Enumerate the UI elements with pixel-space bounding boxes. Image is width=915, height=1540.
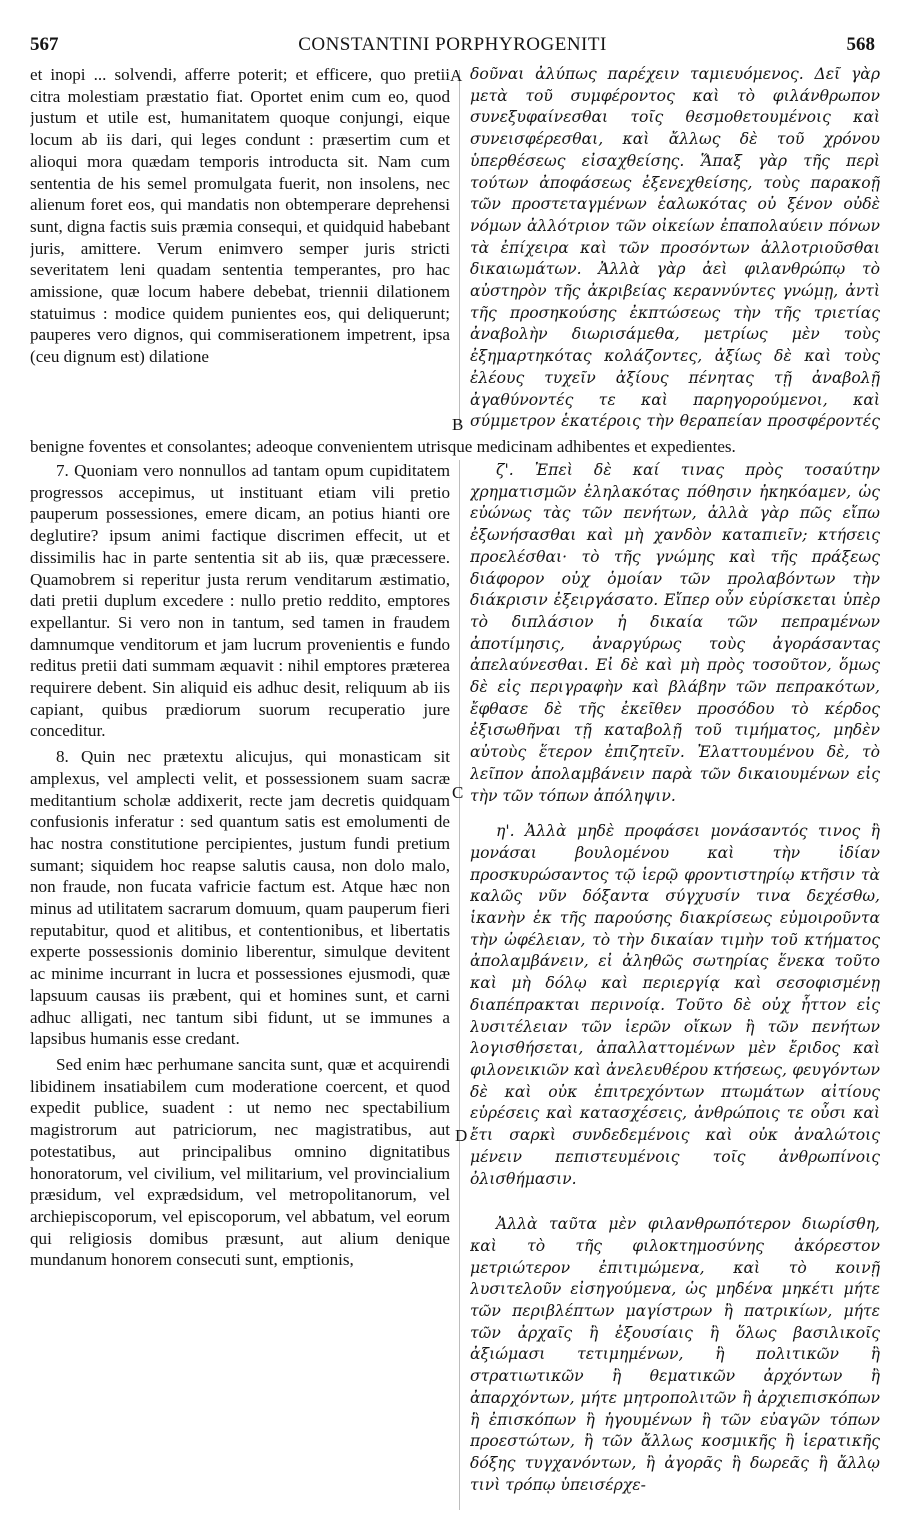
page-header xyxy=(30,34,875,64)
latin-column-bottom xyxy=(30,460,450,1510)
greek-column-bottom xyxy=(470,460,880,1510)
column-divider-top xyxy=(459,70,460,427)
running-title: CONSTANTINI PORPHYROGENITI xyxy=(298,34,607,55)
greek-column-top xyxy=(470,64,880,434)
margin-marker-a: A xyxy=(450,66,463,85)
page-number-left: 567 xyxy=(30,34,59,55)
margin-marker-d: D xyxy=(455,1126,468,1145)
latin-section-7: 7. Quoniam vero nonnullos ad tantam opum cupiditatem progressos accepimus, ut instituant etiam vili pretio pauperum possessiones, emere dicam, an potius hianti ore deglutire? ipsum animi factique discrimen effecit, ut et dissimilis hac in parte sententia sit ab iis, quæ præcessere. Quamobrem si reperitur justa rerum venditarum æstimatio, dati pretii duplum excedere : nullo pretio reddito, emptores expellantur. Si vero non in tantum, sed tamen in fraudem damnumque venditorum et jam lucrum provenientis e fundo reditus pretii dati summam æquavit : nihil emptores præterea requirere debent. Sin aliquid eis adhuc desit, reliquum ab iis capiant, quibus prædiorum suorum recuperatio jure conceditur. xyxy=(30,461,450,741)
margin-marker-c: C xyxy=(452,783,464,802)
latin-section-8: 8. Quin nec prætextu alicujus, qui monasticam sit amplexus, vel amplecti velit, et possessionem suam sacræ meditantium scholæ addixerit, recte jam decretis quidquam confusionis inferatur : sed quantum satis est emolumenti de hac nostra constitutione percipientes, justum fundi pretium sumant; siquidem hoc reapse salutis causa, non dolo malo, non fraude, non fucata vafricie factum est. Atque hæc non minus ad utilitatem sacrarum domuum, quam pauperum fieri reputabitur, quod et alitibus, et contentionibus, et libertatis experte possessionis dominio liberentur, simulque devitent ac minime incurrant in lucra et possessiones ejusmodi, quæ lapsuum causas iis præbent, qui et homines sunt, et carni adhuc alligati, nec tantum sibi fidunt, ut se immunes a lapsibus humanis esse credant. xyxy=(30,747,450,1049)
greek-section-8: η'. Ἀλλὰ μηδὲ προφάσει μονάσαντός τινος ἢ μονάσαι βουλομένου καὶ τὴν ἰδίαν προσκυρώσαντος τῷ ἱερῷ φροντιστηρίῳ κτῆσιν τὰ καλῶς νῦν δόξαντα σύγχυσίν τινα δεχέσθω, ἱκανὴν ἐκ τῆς παρούσης διακρίσεως εὐμοιροῦντα τὴν ὠφέλειαν, τὸ τὴν δικαίαν τιμὴν τοῦ κτήματος ἀπολαμβάνειν, εἰ ἀληθῶς σωτηρίας ἕνεκα τοῦτο καὶ μὴ δόλῳ καὶ περιεργίᾳ καὶ σεσοφισμένῃ διαπέπρακται περινοίᾳ. Τοῦτο δὲ οὐχ ἧττον εἰς λυσιτέλειαν τῶν ἱερῶν οἴκων ἢ τῶν πενήτων λογισθήσεται, ἀπαλλαττομένων μὲν ἔριδος καὶ φιλονεικιῶν καὶ ἀνελευθέρου κτήσεως, φευγόντων δὲ καὶ οὐκ ἐπιτρεχόντων πτωμάτων αἰτίους εὑρέσεις καὶ κατασχέσεις, ἀνθρώποις τε οὖσι καὶ ἔτι σαρκὶ συνδεδεμένοις καὶ οὐκ ἀναλώτοις μένειν πεπιστευμένοις τοῖς ἀνθρωπίνοις ὀλισθήμασιν. xyxy=(470,822,880,1188)
greek-paragraph: δοῦναι ἀλύπως παρέχειν ταμιευόμενος. Δεῖ γὰρ μετὰ τοῦ συμφέροντος καὶ τὸ φιλάνθρωπον συνεξυφαίνεσθαι τοῖς θεσμοθετουμένοις καὶ συνεισφέρεσθαι, καὶ ἄλλως δὲ τοῦ χρόνου ὑπερθέσεως εἰσαχθείσης. Ἅπαξ γὰρ τῆς περὶ τούτων ἀποφάσεως ἐξενεχθείσης, τοὺς παρακοῇ τῶν προστεταγμένων ἑαλωκότας οὐ ξένον οὐδὲ νόμων ἀλλότριον τῶν οἰκείων ἐπαπολαύειν πόνων τὰ ἐπίχειρα καὶ τῶν προσόντων ἀλλοτριοῦσθαι δικαιωμάτων. Ἀλλὰ γὰρ ἀεὶ φιλανθρώπῳ τὸ αὐστηρὸν τῆς ἀκριβείας κεραννύντες γνώμῃ, ἀντὶ τῆς προσηκούσης ἐκπτώσεως τὴν τῆς τριετίας ἀναβολὴν διωρισάμεθα, μετρίως μὲν τοὺς ἐξημαρτηκότας κολάζοντες, ἀξίως δὲ καὶ τοὺς ἐλέους τυχεῖν ἀξίους πένητας τῇ ἀναβολῇ ἀγαθύνοντές τε καὶ παρηγορούμενοι, καὶ σύμμετρον ἑκατέροις τὴν θεραπείαν προσφέροντές xyxy=(470,65,880,431)
spanning-line: benigne foventes et consolantes; adeoque convenientem utrisque medicinam adhibentes et expedientes. xyxy=(30,437,736,456)
column-divider-bottom xyxy=(459,460,460,1510)
latin-closing-paragraph: Sed enim hæc perhumane sancita sunt, quæ et acquirendi libidinem insatiabilem cum moderatione coercent, et quod expedit publice, suadent : ut nemo nec spectabilium magistrorum aut patriciorum, nec magistratibus, aut potestatibus, aut principalibus omnino dignitatibus honoratorum, vel civilium, vel militarium, vel provincialium præsidum, vel exprædsidum, vel metropolitanorum, vel archiepiscoporum, vel episcoporum, vel abbatum, vel eorum qui religiosis domibus præsunt, aut alium denique mundanum honorem consecuti sunt, emptionis, xyxy=(30,1054,450,1270)
greek-section-7: ζ'. Ἐπεὶ δὲ καί τινας πρὸς τοσαύτην χρηματισμῶν ἐληλακότας πόθησιν ἠκηκόαμεν, ὡς εὐώνως τὰς τῶν πενήτων, ἀλλὰ γὰρ πῶς εἴπω ἐξωνήσασθαι καὶ μὴ χανδὸν καταπιεῖν; κτήσεις προελέσθαι· τὸ τῆς γνώμης καὶ τῆς πράξεως διάφορον οὐχ ὁμοίαν τῶν προλαβόντων τὴν διάκρισιν ἐξειργάσατο. Εἴπερ οὖν εὑρίσκεται ὑπὲρ τὸ διπλάσιον ἡ δικαία τῶν πεπραμένων ἀποτίμησις, ἀναργύρως τοὺς ἀγοράσαντας ἀπελαύνεσθαι. Εἰ δὲ καὶ μὴ πρὸς τοσοῦτον, ὅμως δὲ εἰς περιγραφὴν καὶ βλάβην τῶν πεπρακότων, ἔφθασε δὲ τῆς ἐκεῖθεν προσόδου τὸ κέρδος ἐξισωθῆναι τῇ καταβολῇ τοῦ τιμήματος, μηδὲν αὐτοὺς ἕτερον ἐπιζητεῖν. Ἐλαττουμένου δὲ, τὸ λεῖπον ἀπολαμβάνειν παρὰ τῶν δικαιουμένων εἰς τὴν τῶν τόπων ἀπόληψιν. xyxy=(470,461,880,805)
latin-paragraph: et inopi ... solvendi, afferre poterit; et efficere, quo pretii citra molestiam præstatio fiat. Oportet enim cum eo, quod justum et utile est, humanitatem quoque conjungi, eique locum ab iis dari, qui leges condunt : præsertim cum et alioqui mora quædam temporis introducta sit. Nam cum sententia de his semel promulgata fuerit, non insolens, nec alienum foret eos, qui mandatis non obtemperare deprehensi sunt, digna factis suis præmia consequi, et quidquid habebant juris, amittere. Verum enimvero semper juris stricti severitatem leni quadam sententia temperantes, pro hac amissione, quæ locum habere debebat, triennii dilationem statuimus : modice quidem punientes eos, qui deliquerunt; pauperes vero dignos, qui commiserationem impetrent, ipsa (ceu dignum est) dilatione xyxy=(30,65,450,367)
page-number-right: 568 xyxy=(846,34,875,55)
margin-marker-b: B xyxy=(452,415,464,434)
greek-closing-paragraph: Ἀλλὰ ταῦτα μὲν φιλανθρωπότερον διωρίσθη, καὶ τὸ τῆς φιλοκτημοσύνης ἀκόρεστον μετριώτερον ἐπιτιμώμενα, καὶ τὸ κοινῇ λυσιτελοῦν εἰσηγούμενα, ὡς μηδένα μηκέτι μήτε τῶν περιβλέπτων μαγίστρων ἢ πατρικίων, μήτε τῶν ἀρχαῖς ἢ ἐξουσίαις ἢ ὅλως βασιλικοῖς ἀξιώμασι τετιμημένων, ἢ πολιτικῶν ἢ στρατιωτικῶν ἢ θεματικῶν ἀρχόντων ἢ ἀπαρχόντων, μήτε μητροπολιτῶν ἢ ἀρχιεπισκόπων ἢ ἐπισκόπων ἢ ἡγουμένων ἢ τῶν εὐαγῶν τόπων προεστώτων, ἢ τῶν ἄλλως κοσμικῆς ἢ ἱερατικῆς δόξης τυγχανόντων, ἢ ἀγορᾶς ἢ δωρεᾶς ἢ ἄλλῳ τινὶ τρόπῳ ὑπεισέρχε- xyxy=(470,1215,880,1494)
latin-column-top xyxy=(30,64,450,434)
